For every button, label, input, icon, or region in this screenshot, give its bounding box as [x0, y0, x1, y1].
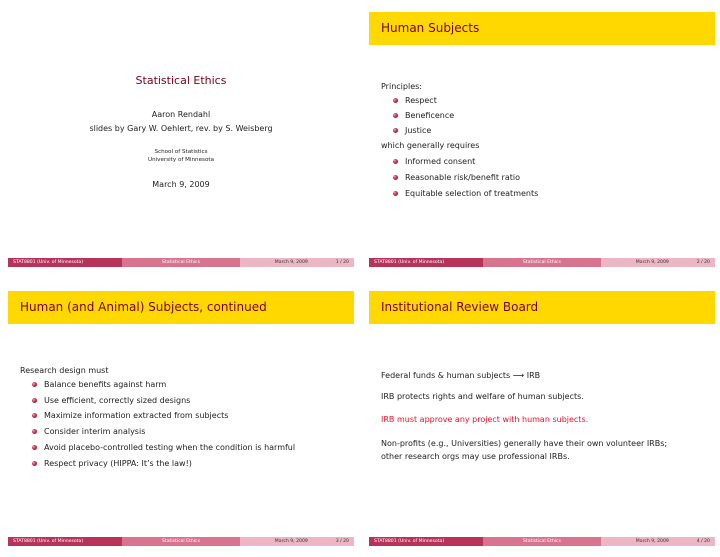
bullet-icon: [32, 398, 37, 403]
list-item: Consider interim analysis: [32, 427, 145, 436]
page-number: 2 / 20: [696, 260, 710, 265]
date: March 9, 2009: [152, 180, 210, 189]
bullet-icon: [393, 128, 398, 133]
footer-course: STAT8801 (Univ. of Minnesota): [8, 537, 122, 546]
slide-1: [8, 12, 354, 267]
list-item: Avoid placebo-controlled testing when the condition is harmful: [32, 443, 295, 452]
footer-date: March 9, 2009: [274, 539, 308, 544]
bullet-icon: [393, 159, 398, 164]
list-item: Respect privacy (HIPPA: It’s the law!): [32, 459, 192, 468]
slide-4: [369, 291, 715, 546]
slide-2: [369, 12, 715, 267]
bullet-icon: [393, 98, 398, 103]
irb-line-1: Federal funds & human subjects ⟶ IRB: [381, 371, 541, 380]
credit: slides by Gary W. Oehlert, rev. by S. Weisberg: [89, 124, 273, 133]
list-item: Reasonable risk/benefit ratio: [393, 173, 520, 182]
bullet-icon: [32, 413, 37, 418]
footer-date: March 9, 2009: [635, 539, 669, 544]
list-item: Informed consent: [393, 157, 475, 166]
page-number: 1 / 20: [335, 260, 349, 265]
university: University of Minnesota: [147, 157, 215, 163]
irb-line-4a: Non-profits (e.g., Universities) generally have their own volunteer IRBs;: [381, 439, 668, 448]
list-item: Balance benefits against harm: [32, 380, 166, 389]
list-item: Maximize information extracted from subjects: [32, 411, 228, 420]
footer-title: Statistical Ethics: [122, 537, 240, 546]
footer-date: March 9, 2009: [274, 260, 308, 265]
bullet-icon: [32, 445, 37, 450]
slide-title: Human (and Animal) Subjects, continued: [20, 300, 267, 314]
principles-label: Principles:: [381, 82, 422, 91]
footer-title: Statistical Ethics: [122, 258, 240, 267]
bullet-icon: [32, 461, 37, 466]
footer-title: Statistical Ethics: [483, 258, 601, 267]
presentation-title: Statistical Ethics: [135, 74, 227, 87]
footer-course: STAT8801 (Univ. of Minnesota): [369, 537, 483, 546]
footer-date-page: [240, 258, 354, 267]
slide-3: [8, 291, 354, 546]
footer-date: March 9, 2009: [635, 260, 669, 265]
page-number: 4 / 20: [696, 539, 710, 544]
list-item: Beneficence: [393, 111, 454, 120]
footer-course: STAT8801 (Univ. of Minnesota): [369, 258, 483, 267]
school: School of Statistics: [154, 149, 208, 155]
page-number: 3 / 20: [335, 539, 349, 544]
footer-date-page: [240, 537, 354, 546]
slide-title-bar: [369, 291, 715, 324]
slide-title-bar: [8, 291, 354, 324]
slide-footer: [369, 537, 715, 546]
irb-line-3-highlight: IRB must approve any project with human subjects.: [381, 415, 589, 424]
requires-label: which generally requires: [381, 141, 480, 150]
bullet-icon: [393, 191, 398, 196]
intro-text: Research design must: [20, 366, 109, 375]
slide-title: Institutional Review Board: [381, 300, 539, 314]
list-item: Equitable selection of treatments: [393, 189, 538, 198]
bullet-icon: [393, 113, 398, 118]
slide-footer: [8, 537, 354, 546]
slide-title-bar: [369, 12, 715, 45]
slide-footer: [369, 258, 715, 267]
footer-date-page: [601, 258, 715, 267]
bullet-icon: [32, 429, 37, 434]
footer-date-page: [601, 537, 715, 546]
footer-title: Statistical Ethics: [483, 537, 601, 546]
bullet-icon: [32, 382, 37, 387]
list-item: Respect: [393, 96, 437, 105]
author: Aaron Rendahl: [151, 110, 211, 119]
bullet-icon: [393, 175, 398, 180]
irb-line-4b: other research orgs may use professional IRBs.: [381, 452, 570, 461]
irb-line-2: IRB protects rights and welfare of human subjects.: [381, 392, 584, 401]
list-item: Use efficient, correctly sized designs: [32, 396, 190, 405]
slide-title: Human Subjects: [381, 21, 480, 35]
list-item: Justice: [393, 126, 431, 135]
footer-course: STAT8801 (Univ. of Minnesota): [8, 258, 122, 267]
slide-footer: [8, 258, 354, 267]
